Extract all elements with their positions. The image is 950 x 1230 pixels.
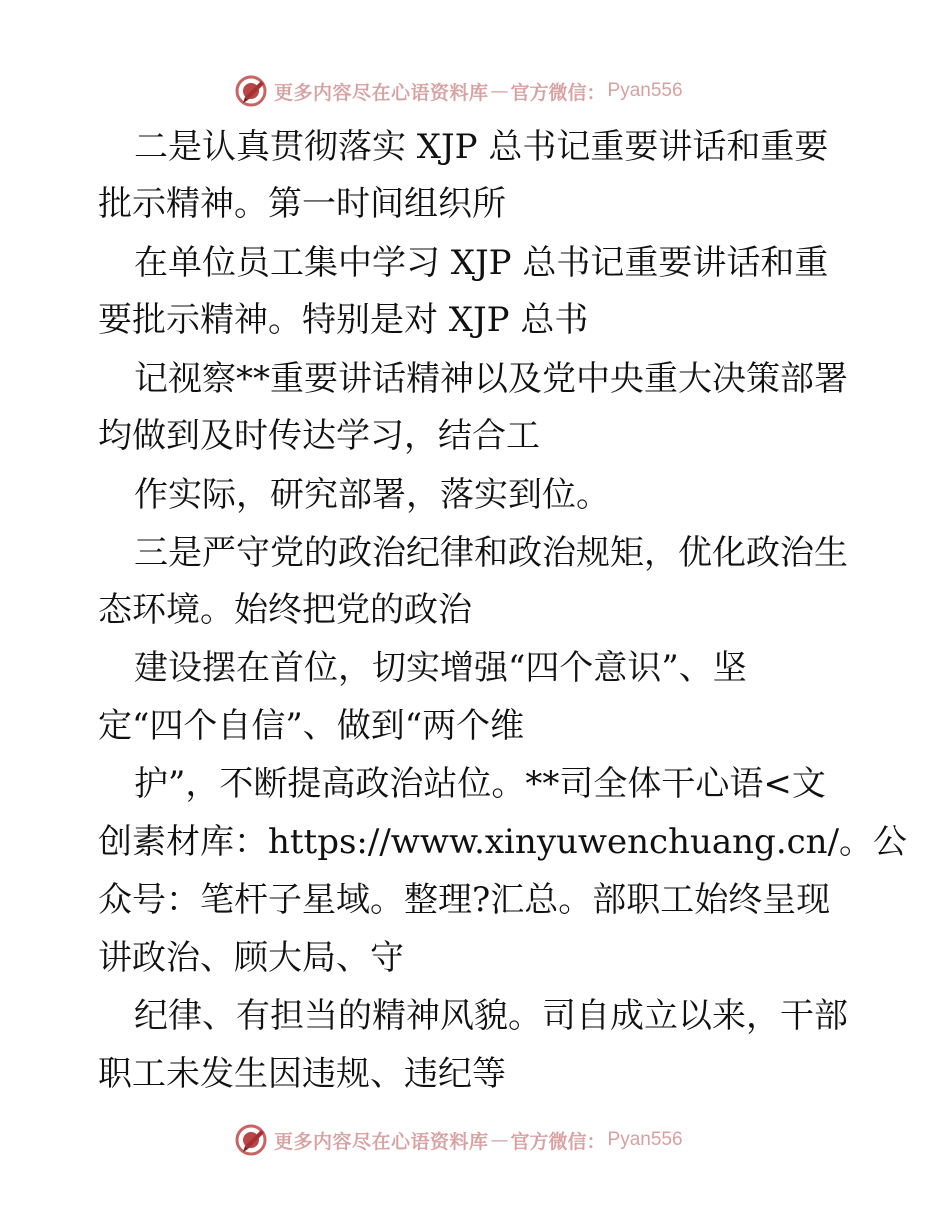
watermark-dash: — [490, 80, 509, 102]
text-line: 创素材库：https://www.xinyuwenchuang.cn/。公 [98, 822, 908, 862]
watermark-brand: 更多内容尽在心语资料库 [274, 81, 489, 104]
watermark-wechat-id: Pyan556 [607, 80, 683, 101]
text-line: 二是认真贯彻落实 XJP 总书记重要讲话和重要 [134, 127, 829, 167]
text-line: 定“四个自信”、做到“两个维 [98, 706, 525, 746]
watermark-dash: — [490, 1129, 509, 1151]
text-line: 众号：笔杆子星域。整理?汇总。部职工始终呈现 [98, 880, 831, 920]
watermark-brand: 更多内容尽在心语资料库 [274, 1130, 489, 1153]
watermark-wechat-id: Pyan556 [607, 1129, 683, 1150]
text-line: 护”，不断提高政治站位。**司全体干心语<文 [134, 764, 826, 804]
text-line: 三是严守党的政治纪律和政治规矩，优化政治生 [134, 533, 848, 573]
watermark-wechat-label: 官方微信： [510, 1130, 606, 1153]
text-line: 作实际，研究部署，落实到位。 [134, 475, 610, 515]
text-line: 均做到及时传达学习，结合工 [98, 416, 540, 456]
text-line: 批示精神。第一时间组织所 [98, 184, 506, 224]
text-line: 职工未发生因违规、违纪等 [98, 1054, 506, 1094]
text-line: 在单位员工集中学习 XJP 总书记重要讲话和重 [134, 243, 829, 283]
text-line: 记视察**重要讲话精神以及党中央重大决策部署 [134, 359, 848, 399]
text-line: 态环境。始终把党的政治 [98, 590, 472, 630]
pen-logo-icon [234, 1123, 268, 1157]
text-line: 建设摆在首位，切实增强“四个意识”、坚 [134, 648, 747, 688]
text-line: 纪律、有担当的精神风貌。司自成立以来，干部 [134, 996, 848, 1036]
watermark-wechat-label: 官方微信： [510, 81, 606, 104]
text-line: 讲政治、顾大局、守 [98, 938, 404, 978]
watermark-footer [234, 1123, 683, 1157]
text-line: 要批示精神。特别是对 XJP 总书 [98, 300, 589, 340]
